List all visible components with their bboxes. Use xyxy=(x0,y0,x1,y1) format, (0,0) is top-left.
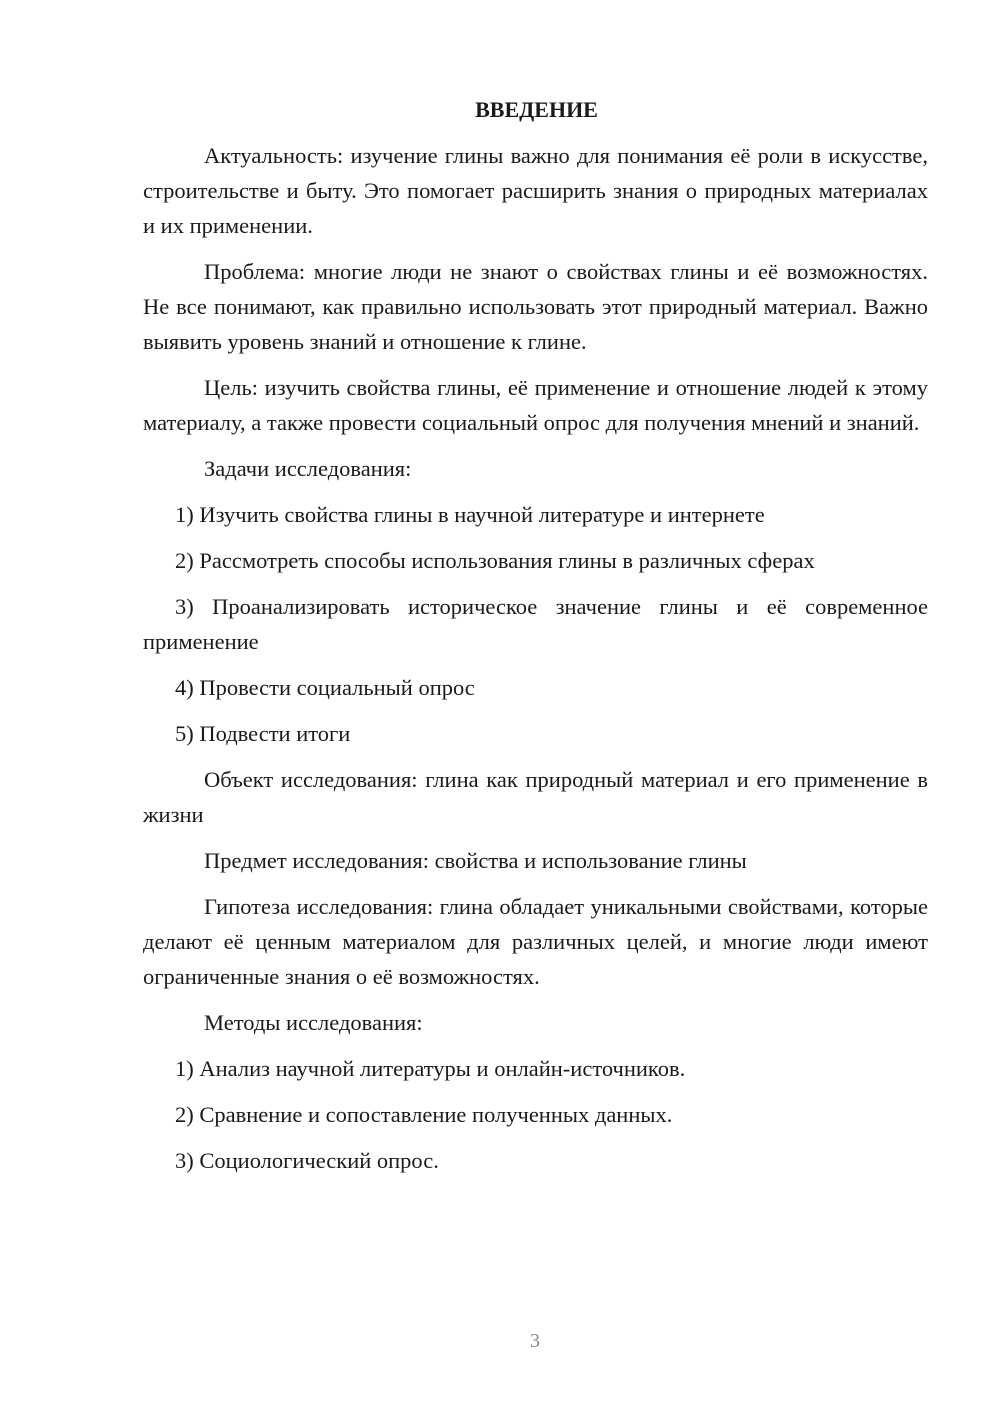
tasks-heading: Задачи исследования: xyxy=(204,456,412,481)
page-content xyxy=(143,94,928,1189)
hypothesis-paragraph: Гипотеза исследования: глина обладает уникальными свойствами, которые делают её ценным материалом для различных целей, и многие люди имеют ограниченные знания о её возможностях. xyxy=(143,894,928,989)
task-item-1: 1) Изучить свойства глины в научной литературе и интернете xyxy=(175,502,765,527)
page-number: 3 xyxy=(530,1330,540,1352)
relevance-paragraph: Актуальность: изучение глины важно для понимания её роли в искусстве, строительстве и быту. Это помогает расширить знания о природных материалах и их применении. xyxy=(143,143,928,238)
task-item-2: 2) Рассмотреть способы использования глины в различных сферах xyxy=(175,548,815,573)
subject-paragraph: Предмет исследования: свойства и использование глины xyxy=(204,848,747,873)
task-item-3: 3) Проанализировать историческое значение глины и её современное применение xyxy=(143,594,928,654)
methods-heading: Методы исследования: xyxy=(204,1010,423,1035)
task-item-4: 4) Провести социальный опрос xyxy=(175,675,475,700)
page-title: ВВЕДЕНИЕ xyxy=(475,97,598,122)
problem-paragraph: Проблема: многие люди не знают о свойствах глины и её возможностях. Не все понимают, как правильно использовать этот природный материал. Важно выявить уровень знаний и отношение к глине. xyxy=(143,259,928,354)
goal-paragraph: Цель: изучить свойства глины, её применение и отношение людей к этому материалу, а также провести социальный опрос для получения мнений и знаний. xyxy=(143,375,928,435)
object-paragraph: Объект исследования: глина как природный материал и его применение в жизни xyxy=(143,767,928,827)
method-item-1: 1) Анализ научной литературы и онлайн-источников. xyxy=(175,1056,686,1081)
method-item-3: 3) Социологический опрос. xyxy=(175,1148,439,1173)
task-item-5: 5) Подвести итоги xyxy=(175,721,351,746)
method-item-2: 2) Сравнение и сопоставление полученных данных. xyxy=(175,1102,673,1127)
